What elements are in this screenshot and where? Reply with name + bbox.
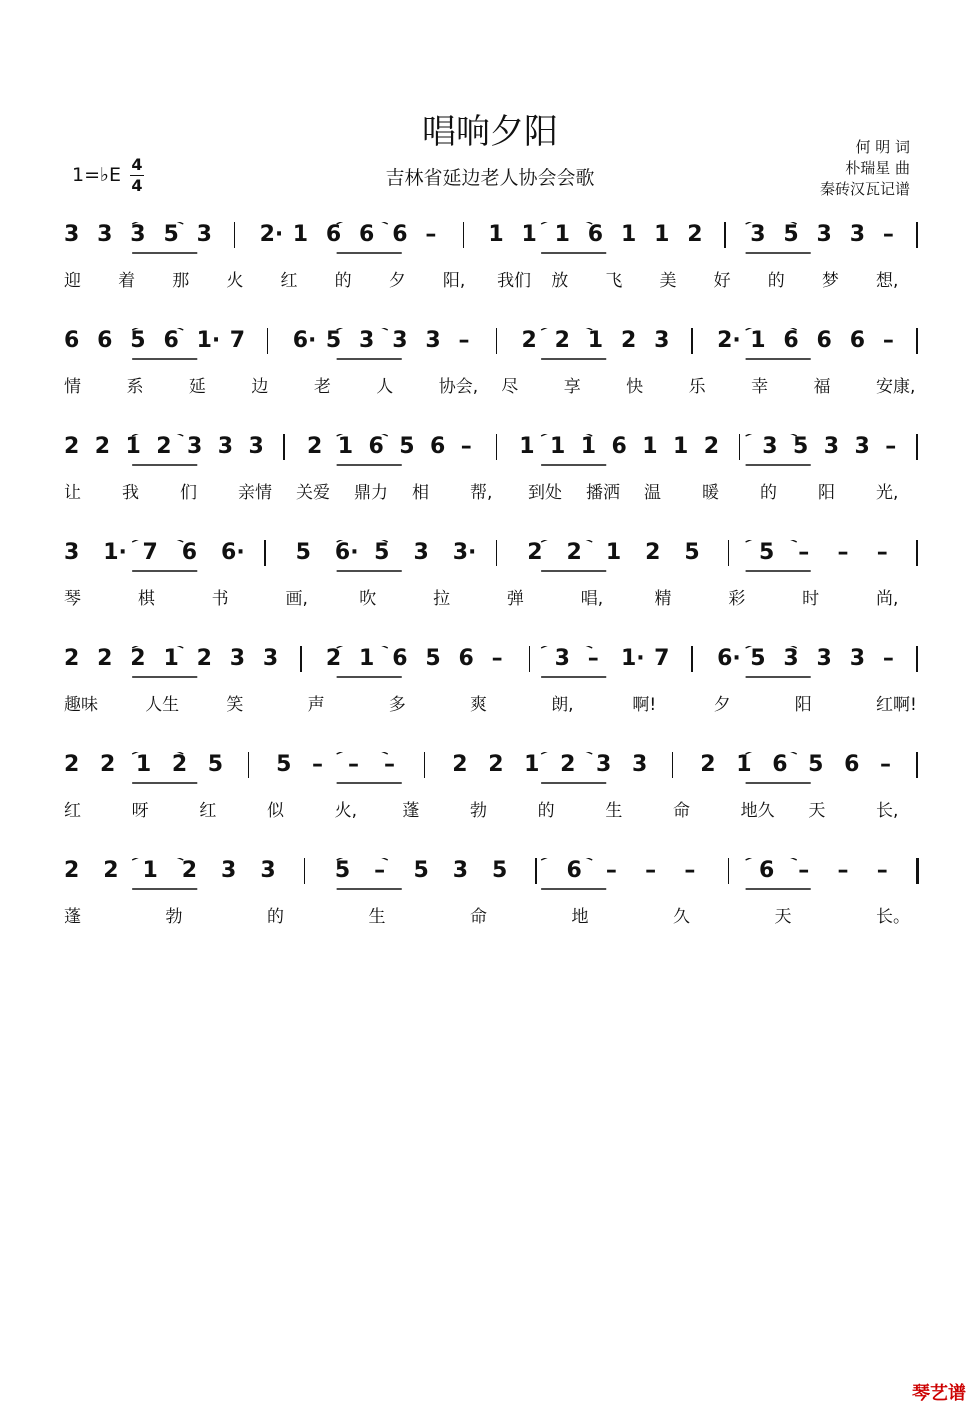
lyric-word: 声 <box>307 695 325 715</box>
note: 5 <box>792 434 809 459</box>
lyric-word: 火 <box>226 271 244 291</box>
lyric-word: 棋 <box>137 589 155 609</box>
lyric-word: 红 <box>199 801 217 821</box>
note: 1 <box>292 222 309 247</box>
lyric-word: 久 <box>673 907 690 927</box>
meter-top: 4 <box>131 155 143 174</box>
slur-mark <box>541 752 592 754</box>
slur-mark <box>746 328 797 330</box>
note-dash: – <box>605 858 617 883</box>
note-dash: – <box>684 858 696 883</box>
note: 2 <box>620 328 637 353</box>
note-dash: – <box>882 328 894 353</box>
slur-mark <box>746 646 797 648</box>
note: 2 <box>156 434 172 459</box>
note: 5 <box>413 858 429 883</box>
lyric-word: 长, <box>876 801 899 821</box>
lyric-word: 情 <box>64 377 81 397</box>
lyric-word: 那 <box>172 271 190 291</box>
lyric-word: 地久 <box>740 801 775 821</box>
note: 1 <box>524 752 540 777</box>
lyric-word: 朗, <box>551 695 574 715</box>
composer-credit: 朴瑞星 曲 <box>845 159 910 177</box>
time-signature <box>130 156 144 195</box>
note: 6· <box>334 540 359 565</box>
note: 1 <box>673 434 689 459</box>
lyric-word: 爽 <box>470 695 487 715</box>
note: 3 <box>425 328 441 353</box>
note-dash: – <box>425 222 437 247</box>
note-dash: – <box>587 646 599 671</box>
note: 6 <box>368 434 384 459</box>
note-dash: – <box>312 752 324 777</box>
slur-mark <box>337 858 388 860</box>
note: 6 <box>849 328 865 353</box>
note: 2 <box>645 540 661 565</box>
slur-mark <box>541 540 592 542</box>
lyric-word: 弹 <box>506 589 524 609</box>
lyric-word: 我们 <box>497 271 532 291</box>
note: 6 <box>392 646 408 671</box>
note: 6 <box>611 434 627 459</box>
note: 6 <box>772 752 788 777</box>
note: 1 <box>521 222 537 247</box>
slur-mark <box>337 328 388 330</box>
lyric-word: 快 <box>626 377 644 397</box>
note: 1 <box>163 646 179 671</box>
lyric-word: 相 <box>412 483 429 503</box>
lyric-word: 阳 <box>794 695 812 715</box>
lyric-word: 时 <box>802 589 820 609</box>
note-dash: – <box>491 646 503 671</box>
lyric-word: 人生 <box>145 695 180 715</box>
note: 2 <box>325 646 342 671</box>
lyric-word: 似 <box>267 801 284 821</box>
lyric-word: 福 <box>813 377 831 397</box>
slur-mark <box>541 646 592 648</box>
lyric-word: 的 <box>767 271 785 291</box>
note: 1 <box>750 328 766 353</box>
lyric-word: 天 <box>774 907 792 927</box>
note: 3 <box>654 328 670 353</box>
note: 3 <box>554 646 570 671</box>
lyric-word: 暖 <box>702 483 719 503</box>
note: 2 <box>64 646 80 671</box>
slur-mark <box>541 328 592 330</box>
note: 3 <box>64 222 80 247</box>
note-dash: – <box>880 752 892 777</box>
lyric-word: 笑 <box>226 695 244 715</box>
score-line <box>0 222 980 332</box>
lyric-word: 琴 <box>64 589 81 609</box>
note: 7 <box>654 646 670 671</box>
note: 1 <box>549 434 566 459</box>
note: 3 <box>196 222 212 247</box>
lyric-word: 地 <box>571 907 589 927</box>
lyric-word: 的 <box>760 483 777 503</box>
note: 2 <box>196 646 212 671</box>
note: 5 <box>684 540 700 565</box>
note: 1 <box>620 222 637 247</box>
note-dash: – <box>837 858 849 883</box>
note: 2 <box>452 752 468 777</box>
slur-mark <box>132 540 183 542</box>
note: 3 <box>632 752 648 777</box>
lyric-word: 迎 <box>64 271 81 291</box>
note: 2 <box>99 752 116 777</box>
slur-mark <box>541 434 592 436</box>
slur-mark <box>746 858 797 860</box>
score-line <box>0 328 980 438</box>
lyric-word: 呀 <box>131 801 149 821</box>
note: 3 <box>854 434 870 459</box>
lyric-word: 温 <box>644 483 661 503</box>
note: 3 <box>221 858 237 883</box>
note: 5 <box>207 752 224 777</box>
lyric-word: 我 <box>122 483 139 503</box>
note-dash: – <box>383 752 395 777</box>
note-dash: – <box>876 540 888 565</box>
slur-mark <box>337 434 388 436</box>
song-subtitle: 吉林省延边老人协会会歌 <box>385 167 595 189</box>
lyric-word: 关爱 <box>296 483 330 503</box>
note: 1 <box>736 752 752 777</box>
lyric-word: 红 <box>280 271 298 291</box>
note: 6 <box>392 222 408 247</box>
note: 3 <box>229 646 246 671</box>
note-dash: – <box>885 434 897 459</box>
note: 2 <box>64 434 80 459</box>
note: 6 <box>97 328 113 353</box>
note-dash: – <box>645 858 657 883</box>
slur-mark <box>746 222 797 224</box>
note-dash: – <box>374 858 386 883</box>
note-dash: – <box>882 646 894 671</box>
lyric-word: 鼎力 <box>354 483 388 503</box>
lyric-word: 让 <box>64 483 81 503</box>
lyric-word: 生 <box>605 801 623 821</box>
note-dash: – <box>876 858 888 883</box>
note: 2 <box>103 858 119 883</box>
note: 3 <box>359 328 375 353</box>
lyric-word: 夕 <box>713 695 731 715</box>
slur-mark <box>132 328 183 330</box>
note: 2 <box>94 434 111 459</box>
note: 6· <box>221 540 245 565</box>
note: 1· <box>620 646 645 671</box>
slur-mark <box>132 434 183 436</box>
note: 5 <box>374 540 390 565</box>
lyric-word: 勃 <box>470 801 487 821</box>
note: 3 <box>750 222 766 247</box>
lyric-word: 好 <box>713 271 731 291</box>
score-line <box>0 540 980 650</box>
note: 3 <box>783 646 799 671</box>
note: 2 <box>488 752 504 777</box>
note: 3 <box>187 434 203 459</box>
note: 1 <box>359 646 375 671</box>
note: 3 <box>849 222 865 247</box>
note: 2 <box>566 540 582 565</box>
lyric-word: 美 <box>659 271 677 291</box>
note: 1 <box>519 434 535 459</box>
watermark-logo: 琴艺谱 <box>912 1383 966 1404</box>
note: 3 <box>413 540 429 565</box>
lyric-word: 到处 <box>528 483 562 503</box>
note: 6 <box>163 328 179 353</box>
note: 1 <box>488 222 504 247</box>
score-line <box>0 752 980 862</box>
note: 2 <box>521 328 537 353</box>
slur-mark <box>746 540 797 542</box>
note: 7 <box>142 540 158 565</box>
notation-marks <box>0 222 980 262</box>
lyric-word: 想, <box>876 271 899 291</box>
note: 6 <box>587 222 604 247</box>
lyric-word: 梦 <box>821 271 839 291</box>
song-title: 唱响夕阳 <box>422 112 558 152</box>
meter-bottom: 4 <box>131 176 143 195</box>
lyric-word: 阳 <box>818 483 835 503</box>
lyric-word: 拉 <box>433 589 451 609</box>
lyric-word: 红 <box>64 801 81 821</box>
notation-marks <box>0 540 980 580</box>
note: 5 <box>783 222 799 247</box>
note: 3 <box>816 646 832 671</box>
lyric-word: 尽 <box>501 377 519 397</box>
lyric-word: 唱, <box>580 589 604 609</box>
lyric-word: 生 <box>368 907 386 927</box>
lyric-word: 放 <box>551 271 569 291</box>
lyric-word: 蓬 <box>64 907 81 927</box>
note: 3· <box>452 540 477 565</box>
transcriber-credit: 秦砖汉瓦记谱 <box>819 180 910 198</box>
note: 1· <box>196 328 221 353</box>
lyric-word: 勃 <box>165 907 183 927</box>
note: 6 <box>181 540 198 565</box>
note: 3 <box>97 222 113 247</box>
lyric-word: 光, <box>876 483 899 503</box>
note: 5 <box>491 858 508 883</box>
note: 6 <box>566 858 582 883</box>
note: 2· <box>717 328 741 353</box>
lyric-word: 的 <box>267 907 284 927</box>
notation-marks <box>0 646 980 686</box>
note: 5 <box>325 328 342 353</box>
lyric-word: 的 <box>334 271 352 291</box>
note: 3 <box>823 434 840 459</box>
note: 6· <box>717 646 741 671</box>
lyric-word: 着 <box>118 271 136 291</box>
lyric-word: 们 <box>180 483 197 503</box>
lyric-word: 尚, <box>876 589 899 609</box>
note: 5 <box>276 752 292 777</box>
lyric-word: 啊! <box>632 695 657 715</box>
note: 3 <box>452 858 468 883</box>
note: 6 <box>758 858 775 883</box>
slur-mark <box>337 222 388 224</box>
score-line <box>0 858 980 968</box>
note: 1 <box>587 328 604 353</box>
note: 6· <box>292 328 317 353</box>
note: 2 <box>64 858 80 883</box>
lyric-word: 亲情 <box>238 483 272 503</box>
note: 3 <box>596 752 612 777</box>
note: 2 <box>171 752 188 777</box>
note: 5 <box>334 858 351 883</box>
slur-mark <box>132 752 183 754</box>
note: 5 <box>295 540 311 565</box>
note: 3 <box>762 434 778 459</box>
note: 6 <box>64 328 80 353</box>
lyric-word: 老 <box>313 377 331 397</box>
note: 1 <box>142 858 158 883</box>
lyric-word: 书 <box>211 589 229 609</box>
note: 3 <box>816 222 832 247</box>
note: 6 <box>359 222 375 247</box>
notation-marks <box>0 434 980 474</box>
note: 1 <box>554 222 570 247</box>
note: 6 <box>325 222 342 247</box>
lyric-word: 精 <box>654 589 672 609</box>
note: 3 <box>260 858 276 883</box>
note: 5 <box>399 434 415 459</box>
slur-mark <box>337 752 388 754</box>
lyric-word: 长。 <box>876 907 910 927</box>
note-dash: – <box>882 222 894 247</box>
lyric-word: 蓬 <box>402 801 420 821</box>
lyric-word: 幸 <box>751 377 769 397</box>
note: 2 <box>700 752 716 777</box>
note: 2 <box>703 434 720 459</box>
lyric-word: 趣味 <box>64 695 98 715</box>
note: 6 <box>844 752 860 777</box>
score-line <box>0 434 980 544</box>
note: 2 <box>560 752 576 777</box>
note: 5 <box>163 222 179 247</box>
note: 6 <box>816 328 832 353</box>
note-dash: – <box>798 540 810 565</box>
lyric-word: 画, <box>285 589 308 609</box>
lyric-word: 火, <box>334 801 358 821</box>
note-dash: – <box>458 328 470 353</box>
lyric-word: 命 <box>673 801 690 821</box>
slur-mark <box>746 434 797 436</box>
lyric-word: 协会, <box>438 377 479 397</box>
note: 1 <box>135 752 152 777</box>
slur-mark <box>337 540 388 542</box>
note: 2 <box>554 328 570 353</box>
lyric-word: 命 <box>470 907 487 927</box>
note: 1 <box>642 434 658 459</box>
slur-mark <box>132 858 183 860</box>
note: 6 <box>783 328 799 353</box>
lyric-word: 边 <box>251 377 269 397</box>
note: 3 <box>64 540 80 565</box>
note: 5 <box>750 646 766 671</box>
note: 2 <box>527 540 543 565</box>
note-dash: – <box>460 434 472 459</box>
notation-marks <box>0 858 980 898</box>
note: 5 <box>130 328 146 353</box>
lyric-word: 人 <box>376 377 394 397</box>
note: 3 <box>217 434 234 459</box>
slur-mark <box>746 752 797 754</box>
lyric-word: 乐 <box>688 377 706 397</box>
lyric-word: 夕 <box>388 271 406 291</box>
note: 1 <box>654 222 670 247</box>
note: 1 <box>337 434 354 459</box>
note: 6 <box>458 646 474 671</box>
lyric-word: 飞 <box>605 271 623 291</box>
score-line <box>0 646 980 756</box>
note: 6 <box>430 434 446 459</box>
note-dash: – <box>798 858 810 883</box>
key-signature: 1=♭E <box>72 164 121 186</box>
note: 7 <box>229 328 246 353</box>
note-dash: – <box>837 540 849 565</box>
note: 5 <box>425 646 441 671</box>
note: 1 <box>125 434 141 459</box>
lyric-word: 彩 <box>728 589 746 609</box>
lyricist-credit: 何 明 词 <box>855 138 910 156</box>
note: 2 <box>97 646 113 671</box>
note-dash: – <box>348 752 359 777</box>
note: 2 <box>687 222 703 247</box>
slur-mark <box>541 222 592 224</box>
note: 5 <box>808 752 824 777</box>
slur-mark <box>132 646 183 648</box>
slur-mark <box>337 646 388 648</box>
note: 3 <box>130 222 146 247</box>
note: 2 <box>181 858 198 883</box>
note: 3 <box>392 328 408 353</box>
note: 2 <box>130 646 146 671</box>
lyric-word: 享 <box>563 377 581 397</box>
note: 5 <box>758 540 775 565</box>
slur-mark <box>541 858 592 860</box>
note: 2· <box>259 222 284 247</box>
note: 2 <box>64 752 80 777</box>
slur-mark <box>132 222 183 224</box>
lyric-word: 吹 <box>359 589 377 609</box>
note: 3 <box>262 646 279 671</box>
notation-marks <box>0 752 980 792</box>
lyric-word: 红啊! <box>876 695 917 715</box>
lyric-word: 天 <box>808 801 826 821</box>
lyric-word: 延 <box>188 377 206 397</box>
note: 3 <box>248 434 264 459</box>
note: 3 <box>849 646 865 671</box>
note: 1 <box>605 540 622 565</box>
lyric-word: 的 <box>537 801 555 821</box>
lyric-word: 安康, <box>876 377 916 397</box>
notation-marks <box>0 328 980 368</box>
note: 1· <box>103 540 127 565</box>
lyric-word: 系 <box>126 377 144 397</box>
lyric-word: 多 <box>388 695 406 715</box>
note: 1 <box>580 434 597 459</box>
lyric-word: 阳, <box>442 271 466 291</box>
note: 2 <box>306 434 323 459</box>
lyric-word: 播洒 <box>586 483 620 503</box>
lyric-word: 帮, <box>470 483 493 503</box>
